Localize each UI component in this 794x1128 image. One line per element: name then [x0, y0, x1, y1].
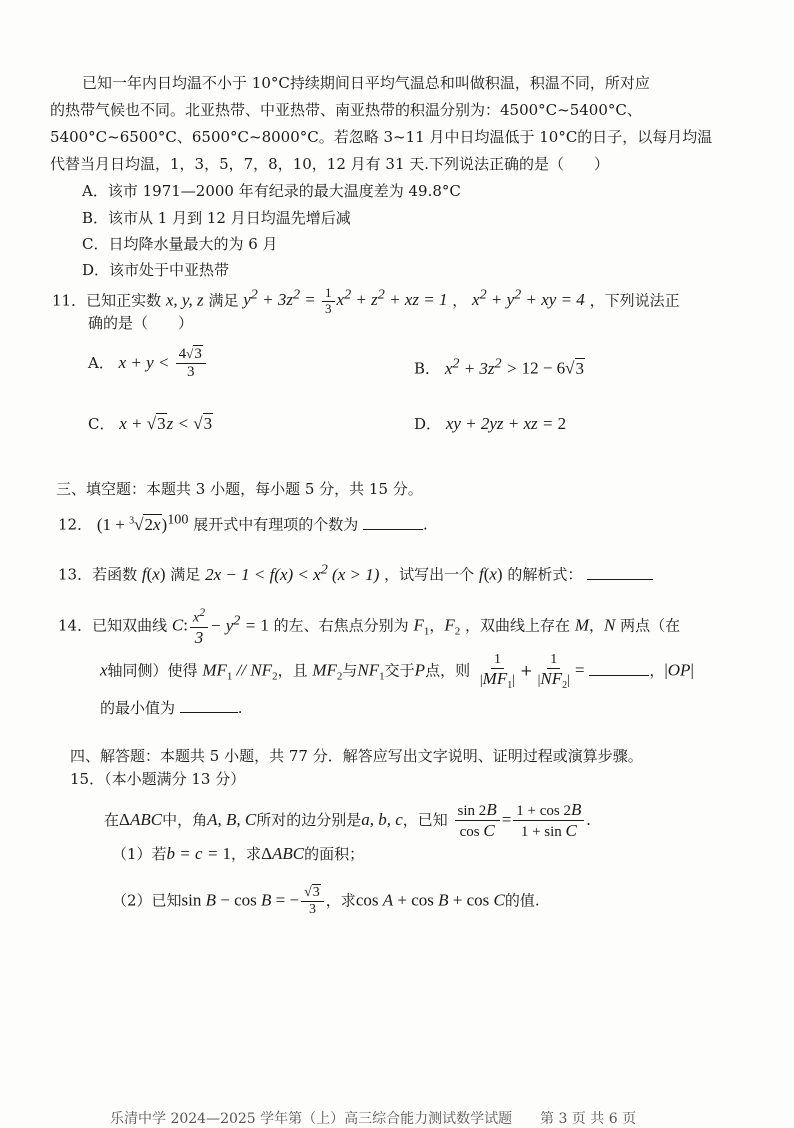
q11-option-b-label: B． — [414, 359, 441, 378]
q13-text-4: 的解析式： — [507, 565, 583, 584]
section-3-title: 三、填空题：本题共 3 小题，每小题 5 分，共 15 分。 — [56, 480, 423, 498]
q15-stem-4: ，已知 — [402, 810, 448, 829]
q14-hyperbola: C — [171, 615, 184, 635]
q11-variables: x, y, z — [165, 290, 204, 310]
q11-equation-1: $y^2 + 3z^2$ = $\frac{1}{3}$ $x^2 + z^2$ + xz = 1 — [243, 285, 448, 316]
q13-text-3: ，试写出一个 — [384, 565, 475, 584]
q14-text-3: ，双曲线上存在 — [465, 616, 571, 635]
q11-equation-2: $x^2 + y^2$ + xy = 4 — [472, 286, 585, 310]
q14-number: 14． — [58, 616, 93, 635]
q12-number: 12． — [58, 515, 93, 534]
q11-stem: 11．已知正实数 x, y, z 满足 $y^2 + 3z^2$ = $\frac{1}{3}$ $x^2 + z^2$ + xz = 1 ， $x^2 + y^2$ + xy = 4 ，下列说法正 — [52, 285, 680, 316]
q11-option-d: D． xy + 2yz + xz = 2 — [414, 414, 567, 433]
q13-text-2: 满足 — [170, 565, 201, 584]
q15-stem-3: 所对的边分别是 — [256, 810, 362, 829]
q14-text-2e: 点，则 — [425, 661, 471, 680]
q14-line-3 — [100, 697, 243, 718]
q15-part-2b: ，求 — [325, 891, 356, 910]
q12-end: . — [423, 515, 428, 534]
q13-inequality: $2x - 1 < f(x) < x^2$ (x > 1) — [205, 561, 380, 584]
q14-line-1: 14．已知双曲线 C: $\frac{x^2}{3}$ − $y^2 = 1$ 的左、右焦点分别为 $F_1$，$F_2$ ，双曲线上存在 M，N 两点（在 — [58, 606, 681, 647]
q10-option-c: C．日均降水量最大的为 6 月 — [82, 235, 278, 253]
section-4-title: 四、解答题：本题共 5 小题，共 77 分．解答应写出文字说明、证明过程或演算步骤。 — [70, 747, 643, 765]
footer-left: 乐清中学 2024—2025 学年第（上）高三综合能力测试数学试题 — [110, 1111, 513, 1127]
q11-option-d-label: D． — [414, 415, 442, 433]
q14-text-2a: 轴同侧）使得 — [107, 661, 198, 680]
q13-text-1: 若函数 — [92, 565, 138, 584]
q14-text-1: 已知双曲线 — [92, 616, 168, 635]
q15-stem-2: 中，角 — [162, 810, 208, 829]
q14-answer-blank-1[interactable] — [589, 675, 649, 676]
q15-part-1c: 的面积； — [304, 845, 365, 863]
q12-expression: $(1 + ^3√2x)^{100}$ — [96, 511, 189, 534]
q11-option-c-label: C． — [88, 415, 115, 433]
q14-text-3b: 的最小值为 — [100, 699, 176, 717]
q10-option-d: D．该市处于中亚热带 — [82, 261, 230, 279]
q10-option-b: B．该市从 1 月到 12 月日均温先增后减 — [82, 209, 351, 227]
q11-stem-prefix: 已知正实数 — [86, 291, 162, 310]
q11-option-b: B． $x^2 + 3z^2 > 12 - 6√3$ — [414, 355, 585, 378]
q11-stem-line-2: 确的是（ ） — [88, 314, 194, 332]
q14-text-2d: 交于 — [384, 661, 415, 680]
q12-answer-blank[interactable] — [363, 529, 423, 530]
q11-stem-mid: 满足 — [208, 291, 239, 310]
q14-text-2: 的左、右焦点分别为 — [273, 616, 409, 635]
q10-stem-line-2: 的热带气候也不同。北亚热带、中亚热带、南亚热带的积温分别为：4500°C~5400°C、 — [50, 101, 642, 119]
q15-part-1b: ，求 — [231, 845, 262, 863]
q14-text-2b: ，且 — [277, 661, 308, 680]
q15-part-1a: （1）若 — [112, 845, 167, 863]
q15-stem: 在ΔABC中，角A, B, C所对的边分别是a, b, c，已知 $\frac{\sin 2B}{\text{cos C}}$ = $\frac{1 + \cos 2B}{\text{1 + sin C}}$ . — [104, 800, 591, 841]
q15-part-2a: （2）已知 — [112, 891, 182, 910]
q14-text-4: 两点（在 — [620, 616, 681, 635]
q10-option-a: A．该市 1971—2000 年有纪录的最大温度差为 49.8°C — [82, 182, 461, 200]
q15-stem-1: 在 — [104, 810, 120, 829]
q11-number: 11． — [52, 291, 87, 310]
q10-stem-line-3: 5400°C~6500°C、6500°C~8000°C。若忽略 3~11 月中日均温低于 10°C的日子，以每月均温 — [50, 128, 713, 146]
q14-line-2: x轴同侧）使得 $MF_1 // NF_2$，且 $MF_2$与$NF_1$交于P点，则 $\frac{1}{|MF_1|}$ + $\frac{1}{|NF_2|}$ = ，|OP| — [100, 652, 694, 691]
q15-part-2c: 的值. — [504, 891, 540, 910]
q12 — [58, 511, 428, 535]
q10-stem-line-4: 代替当月日均温，1，3，5，7，8，10，12 月有 31 天.下列说法正确的是（ ） — [50, 155, 610, 173]
q14-text-2c: 与 — [342, 661, 358, 680]
q15-part-2: （2）已知sin B − cos B = − $\frac{√3}{3}$ ，求cos A + cos B + cos C的值. — [112, 885, 540, 918]
q14-end: . — [237, 699, 243, 717]
q11-option-c: C． x + √3z < √3 — [88, 414, 213, 433]
q15-header: 15．（本小题满分 13 分） — [70, 770, 246, 788]
q10-stem-line-1: 已知一年内日均温不小于 10°C持续期间日平均气温总和叫做积温，积温不同，所对应 — [82, 74, 650, 92]
q15-part-1: （1）若b = c = 1，求ΔABC的面积； — [112, 844, 365, 863]
q11-option-a-label: A． — [88, 353, 114, 372]
q11-option-a: A． x + y < $\frac{4√3}{3}$ — [88, 346, 208, 382]
page-number: 第 3 页 共 6 页 — [540, 1111, 637, 1127]
q13-answer-blank[interactable] — [587, 579, 653, 580]
q12-text: 展开式中有理项的个数为 — [193, 515, 359, 534]
q14-answer-blank-2[interactable] — [180, 712, 238, 713]
q13: 13．若函数 f(x) 满足 $2x - 1 < f(x) < x^2$ (x > 1) ，试写出一个 f(x) 的解析式： — [58, 561, 653, 585]
q13-number: 13． — [58, 565, 93, 584]
q11-stem-suffix: ，下列说法正 — [589, 291, 680, 310]
